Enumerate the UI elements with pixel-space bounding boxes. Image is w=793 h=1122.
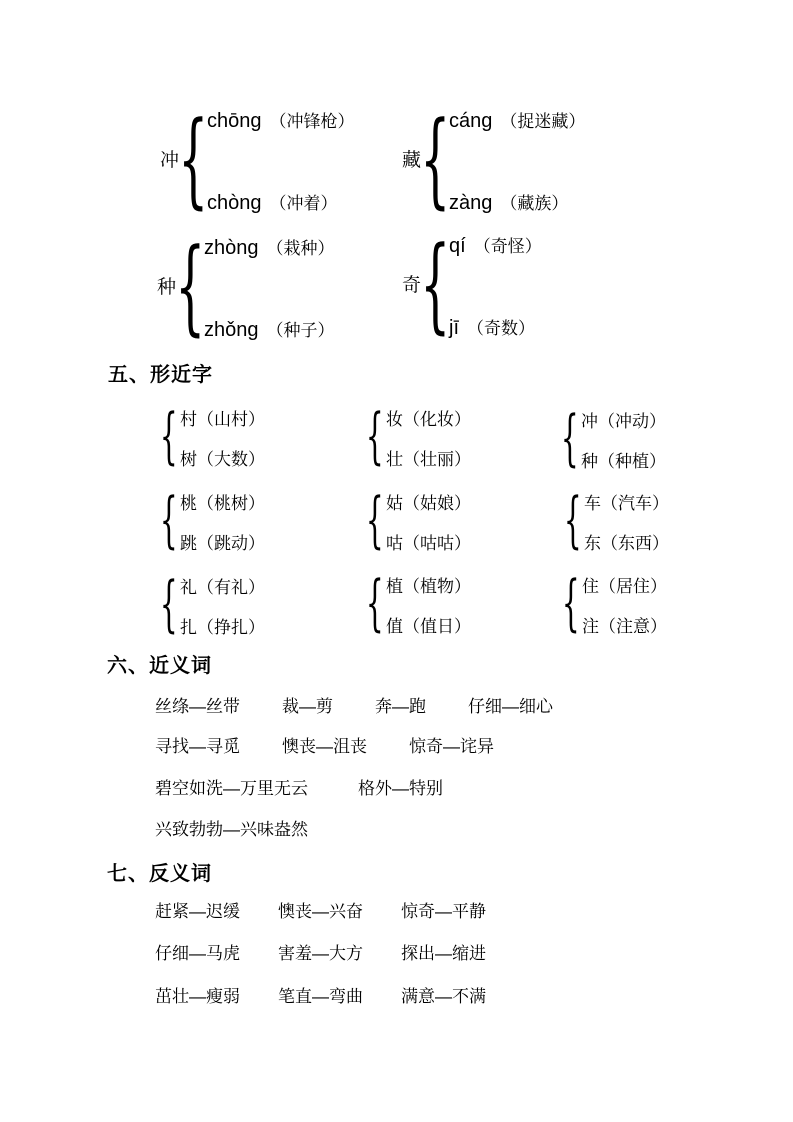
xingjinzi-group	[566, 481, 669, 561]
pair-top: 姑（姑娘）	[386, 493, 471, 513]
xingjinzi-group	[368, 564, 471, 644]
word-pair: 茁壮—瘦弱	[155, 987, 240, 1006]
example-word: （藏族）	[500, 194, 569, 213]
brace-icon	[564, 571, 578, 637]
pinyin-reading	[207, 107, 355, 131]
multi-reading-char: 奇	[402, 274, 422, 296]
brace-icon	[162, 488, 176, 554]
synonym-line	[155, 815, 308, 840]
word-pair: 丝绦—丝带	[155, 697, 240, 716]
word-pair: 仔细—马虎	[155, 944, 240, 963]
char-pair	[180, 481, 265, 561]
brace-icon	[368, 404, 382, 470]
brace-icon	[563, 406, 577, 472]
xingjinzi-group	[563, 399, 666, 479]
word-pair: 寻找—寻觅	[155, 737, 240, 756]
pair-top: 植（植物）	[386, 576, 471, 596]
char-pair	[584, 481, 669, 561]
example-word: （捉迷藏）	[500, 112, 586, 131]
pair-bottom: 壮（壮丽）	[386, 449, 471, 469]
pinyin-reading	[204, 234, 335, 258]
word-pair: 懊丧—兴奋	[278, 902, 363, 921]
xingjinzi-group	[368, 397, 471, 477]
brace-icon	[426, 105, 444, 215]
duoyinzi-group-cang	[402, 105, 585, 215]
readings	[204, 234, 335, 340]
xingjinzi-group	[162, 565, 265, 645]
word-pair: 兴致勃勃—兴味盎然	[155, 820, 308, 839]
antonym-line	[155, 982, 486, 1007]
example-word: （奇数）	[467, 319, 536, 338]
duoyinzi-group-zhong	[157, 232, 335, 342]
word-pair: 奔—跑	[375, 697, 426, 716]
word-pair: 笔直—弯曲	[278, 987, 363, 1006]
pinyin: cáng	[449, 110, 493, 132]
multi-reading-char: 种	[157, 276, 177, 298]
multi-reading-char: 藏	[402, 149, 422, 171]
pair-top: 车（汽车）	[584, 493, 669, 513]
readings	[207, 107, 355, 213]
example-word: （冲着）	[269, 194, 338, 213]
pinyin: zhòng	[204, 237, 259, 259]
word-pair: 仔细—细心	[468, 697, 553, 716]
brace-icon	[566, 488, 580, 554]
char-pair	[386, 397, 471, 477]
word-pair: 探出—缩进	[401, 944, 486, 963]
char-pair	[581, 399, 666, 479]
pair-bottom: 东（东西）	[584, 533, 669, 553]
antonym-line	[155, 939, 486, 964]
pinyin-reading	[449, 314, 542, 338]
readings	[449, 107, 585, 213]
duoyinzi-group-chong	[160, 105, 355, 215]
pinyin: zhǒng	[204, 319, 259, 341]
pinyin: zàng	[449, 192, 493, 214]
char-pair	[180, 397, 265, 477]
duoyinzi-group-qi	[402, 230, 542, 340]
brace-icon	[162, 404, 176, 470]
brace-icon	[368, 488, 382, 554]
pinyin-reading	[204, 316, 335, 340]
pinyin: chòng	[207, 192, 262, 214]
pinyin-reading	[449, 189, 585, 213]
pair-top: 村（山村）	[180, 409, 265, 429]
word-pair: 满意—不满	[401, 987, 486, 1006]
word-pair: 害羞—大方	[278, 944, 363, 963]
pair-bottom: 值（值日）	[386, 616, 471, 636]
antonym-line	[155, 897, 486, 922]
synonym-line	[155, 692, 553, 717]
readings	[449, 232, 542, 338]
word-pair: 格外—特别	[358, 779, 443, 798]
brace-icon	[162, 572, 176, 638]
xingjinzi-group	[564, 564, 667, 644]
section-heading-fanyici: 七、反义词	[107, 863, 212, 885]
word-pair: 裁—剪	[282, 697, 333, 716]
brace-icon	[184, 105, 202, 215]
pinyin: chōng	[207, 110, 262, 132]
section-heading-xingjinzi: 五、形近字	[108, 364, 213, 386]
word-pair: 惊奇—平静	[401, 902, 486, 921]
pair-bottom: 树（大数）	[180, 449, 265, 469]
pinyin-reading	[449, 107, 585, 131]
example-word: （栽种）	[266, 239, 335, 258]
pair-top: 桃（桃树）	[180, 493, 265, 513]
char-pair	[386, 481, 471, 561]
brace-icon	[181, 232, 199, 342]
pair-bottom: 跳（跳动）	[180, 533, 265, 553]
pinyin-reading	[449, 232, 542, 256]
pair-top: 冲（冲动）	[581, 411, 666, 431]
pair-bottom: 咕（咕咕）	[386, 533, 471, 553]
section-heading-jinyici: 六、近义词	[107, 655, 212, 677]
char-pair	[180, 565, 265, 645]
pair-top: 礼（有礼）	[180, 577, 265, 597]
brace-icon	[368, 571, 382, 637]
pair-bottom: 种（种植）	[581, 451, 666, 471]
char-pair	[582, 564, 667, 644]
word-pair: 惊奇—诧异	[409, 737, 494, 756]
example-word: （奇怪）	[473, 237, 542, 256]
char-pair	[386, 564, 471, 644]
word-pair: 碧空如洗—万里无云	[155, 779, 308, 798]
pinyin-reading	[207, 189, 355, 213]
word-pair: 懊丧—沮丧	[282, 737, 367, 756]
pair-top: 住（居住）	[582, 576, 667, 596]
pinyin: jī	[449, 317, 460, 339]
xingjinzi-group	[368, 481, 471, 561]
synonym-line	[155, 774, 443, 799]
pair-bottom: 扎（挣扎）	[180, 617, 265, 637]
xingjinzi-group	[162, 397, 265, 477]
example-word: （冲锋枪）	[269, 112, 355, 131]
pair-bottom: 注（注意）	[582, 616, 667, 636]
brace-icon	[426, 230, 444, 340]
pair-top: 妆（化妆）	[386, 409, 471, 429]
synonym-line	[155, 732, 494, 757]
multi-reading-char: 冲	[160, 149, 180, 171]
word-pair: 赶紧—迟缓	[155, 902, 240, 921]
example-word: （种子）	[266, 321, 335, 340]
xingjinzi-group	[162, 481, 265, 561]
pinyin: qí	[449, 235, 466, 257]
